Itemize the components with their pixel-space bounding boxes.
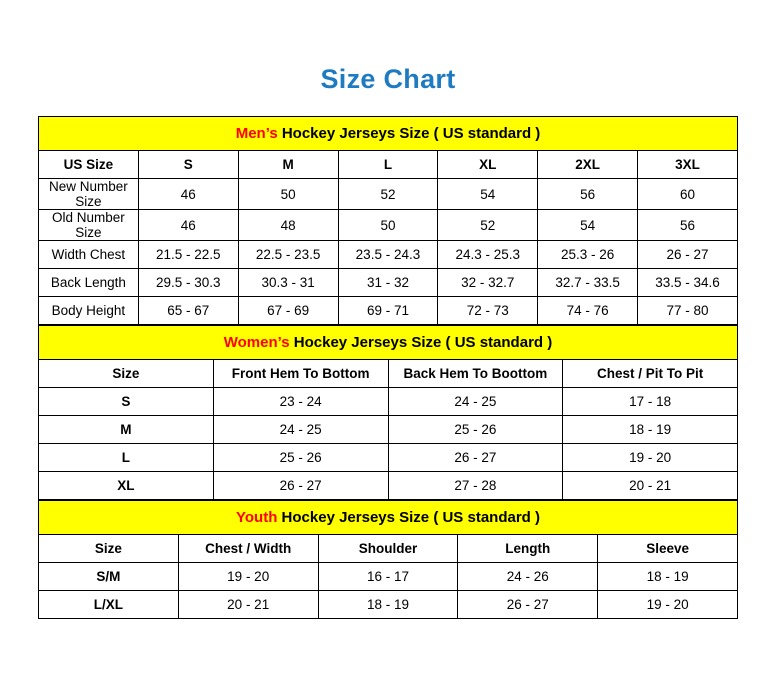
table-row: [39, 210, 738, 241]
womens-r1-c3: 18 - 19: [563, 416, 738, 444]
mens-col-0: US Size: [39, 151, 139, 179]
mens-r2-c5: 25.3 - 26: [538, 241, 638, 269]
table-row: [39, 563, 738, 591]
table-row: [39, 388, 738, 416]
table-row: [39, 269, 738, 297]
mens-r3-c4: 32 - 32.7: [438, 269, 538, 297]
mens-r3-c1: 29.5 - 30.3: [138, 269, 238, 297]
youth-banner-rest: Hockey Jerseys Size ( US standard ): [277, 509, 540, 526]
mens-r0-c2: 50: [238, 179, 338, 210]
youth-col-1: Chest / Width: [178, 535, 318, 563]
mens-r1-c5: 54: [538, 210, 638, 241]
mens-r1-c3: 50: [338, 210, 438, 241]
youth-r1-c1: 20 - 21: [178, 591, 318, 619]
womens-r2-c0: L: [39, 444, 214, 472]
mens-col-1: S: [138, 151, 238, 179]
womens-r2-c2: 26 - 27: [388, 444, 563, 472]
mens-r3-c2: 30.3 - 31: [238, 269, 338, 297]
mens-r0-c4: 54: [438, 179, 538, 210]
mens-r3-c5: 32.7 - 33.5: [538, 269, 638, 297]
womens-r2-c3: 19 - 20: [563, 444, 738, 472]
youth-r0-c0: S/M: [39, 563, 179, 591]
womens-r3-c1: 26 - 27: [213, 472, 388, 500]
womens-col-2: Back Hem To Boottom: [388, 360, 563, 388]
mens-banner-rest: Hockey Jerseys Size ( US standard ): [277, 125, 541, 142]
womens-r2-c1: 25 - 26: [213, 444, 388, 472]
mens-r4-c3: 69 - 71: [338, 297, 438, 325]
womens-banner-cell: [39, 326, 738, 360]
mens-col-5: 2XL: [538, 151, 638, 179]
youth-size-table: [38, 500, 738, 619]
mens-r1-c2: 48: [238, 210, 338, 241]
youth-r0-c3: 24 - 26: [458, 563, 598, 591]
mens-r4-c2: 67 - 69: [238, 297, 338, 325]
youth-col-2: Shoulder: [318, 535, 458, 563]
mens-r4-c0: Body Height: [39, 297, 139, 325]
mens-r3-c3: 31 - 32: [338, 269, 438, 297]
youth-r0-c4: 18 - 19: [598, 563, 738, 591]
womens-col-1: Front Hem To Bottom: [213, 360, 388, 388]
womens-size-table: [38, 325, 738, 500]
table-row: [39, 591, 738, 619]
youth-col-3: Length: [458, 535, 598, 563]
mens-r3-c0: Back Length: [39, 269, 139, 297]
mens-r4-c1: 65 - 67: [138, 297, 238, 325]
table-row: [39, 297, 738, 325]
womens-r1-c2: 25 - 26: [388, 416, 563, 444]
youth-r0-c1: 19 - 20: [178, 563, 318, 591]
mens-r4-c6: 77 - 80: [638, 297, 738, 325]
womens-r0-c0: S: [39, 388, 214, 416]
youth-header-row: [39, 535, 738, 563]
womens-r3-c2: 27 - 28: [388, 472, 563, 500]
youth-banner-row: [39, 501, 738, 535]
mens-col-2: M: [238, 151, 338, 179]
mens-size-table: [38, 116, 738, 325]
womens-banner-rest: Hockey Jerseys Size ( US standard ): [289, 334, 553, 351]
size-tables: [38, 93, 738, 619]
womens-r1-c1: 24 - 25: [213, 416, 388, 444]
mens-r0-c6: 60: [638, 179, 738, 210]
mens-r2-c2: 22.5 - 23.5: [238, 241, 338, 269]
mens-header-row: [39, 151, 738, 179]
mens-banner-accent: Men’s: [235, 125, 278, 142]
table-row: [39, 444, 738, 472]
mens-col-6: 3XL: [638, 151, 738, 179]
mens-r2-c1: 21.5 - 22.5: [138, 241, 238, 269]
table-row: [39, 472, 738, 500]
mens-banner-cell: [39, 117, 738, 151]
womens-header-row: [39, 360, 738, 388]
mens-r2-c3: 23.5 - 24.3: [338, 241, 438, 269]
youth-col-4: Sleeve: [598, 535, 738, 563]
womens-r0-c2: 24 - 25: [388, 388, 563, 416]
table-row: [39, 241, 738, 269]
mens-r2-c0: Width Chest: [39, 241, 139, 269]
youth-r1-c0: L/XL: [39, 591, 179, 619]
youth-banner-cell: [39, 501, 738, 535]
table-row: [39, 416, 738, 444]
youth-r1-c2: 18 - 19: [318, 591, 458, 619]
youth-banner-accent: Youth: [236, 509, 278, 526]
youth-r1-c4: 19 - 20: [598, 591, 738, 619]
womens-col-3: Chest / Pit To Pit: [563, 360, 738, 388]
womens-r1-c0: M: [39, 416, 214, 444]
mens-col-3: L: [338, 151, 438, 179]
mens-r2-c6: 26 - 27: [638, 241, 738, 269]
mens-col-4: XL: [438, 151, 538, 179]
mens-banner-row: [39, 117, 738, 151]
womens-r0-c3: 17 - 18: [563, 388, 738, 416]
mens-r1-c6: 56: [638, 210, 738, 241]
womens-col-0: Size: [39, 360, 214, 388]
youth-col-0: Size: [39, 535, 179, 563]
youth-r1-c3: 26 - 27: [458, 591, 598, 619]
mens-r0-c0: New Number Size: [39, 179, 139, 210]
womens-r3-c0: XL: [39, 472, 214, 500]
mens-r4-c4: 72 - 73: [438, 297, 538, 325]
mens-r1-c4: 52: [438, 210, 538, 241]
page-title: Size Chart: [320, 64, 456, 94]
mens-r4-c5: 74 - 76: [538, 297, 638, 325]
mens-r2-c4: 24.3 - 25.3: [438, 241, 538, 269]
mens-r0-c5: 56: [538, 179, 638, 210]
table-row: [39, 179, 738, 210]
womens-r0-c1: 23 - 24: [213, 388, 388, 416]
mens-r3-c6: 33.5 - 34.6: [638, 269, 738, 297]
mens-r0-c3: 52: [338, 179, 438, 210]
mens-r1-c1: 46: [138, 210, 238, 241]
womens-banner-row: [39, 326, 738, 360]
womens-r3-c3: 20 - 21: [563, 472, 738, 500]
youth-r0-c2: 16 - 17: [318, 563, 458, 591]
womens-banner-accent: Women’s: [223, 334, 290, 351]
mens-r1-c0: Old Number Size: [39, 210, 139, 241]
mens-r0-c1: 46: [138, 179, 238, 210]
